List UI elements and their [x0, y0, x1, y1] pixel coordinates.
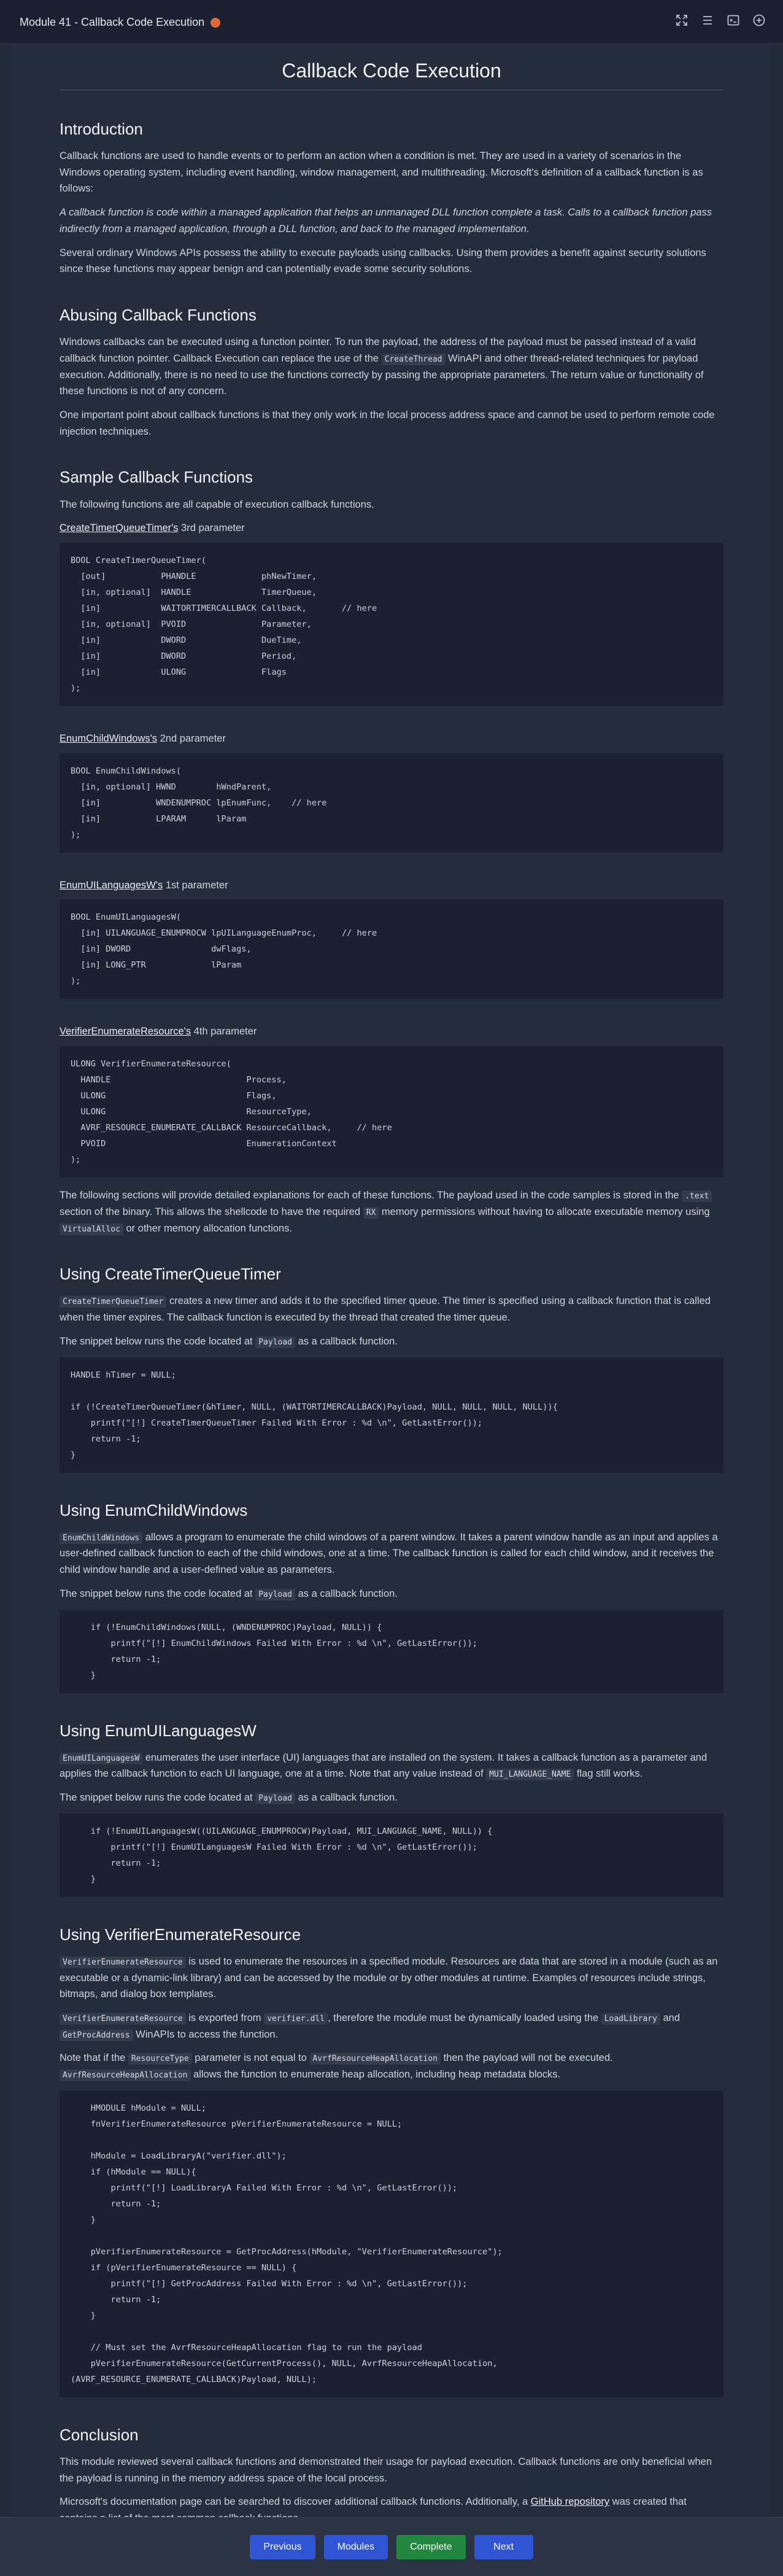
text-span: 4th parameter	[191, 1026, 257, 1038]
top-bar	[0, 0, 783, 44]
ecw-paragraph-2	[60, 1586, 723, 1602]
text-span: allows the function to enumerate heap allocation, including heap metadata blocks.	[190, 2069, 561, 2081]
previous-button[interactable]: Previous	[250, 2535, 315, 2559]
text-span: 2nd parameter	[157, 732, 226, 744]
intro-paragraph-1: Callback functions are used to handle events or to perform an action when a condition is met. They are used in a variety of scenarios in the Windows operating system, including event handling, window management, and multithreading. Microsoft's definition of a callback function is as follows:	[60, 150, 703, 195]
code-block: HANDLE hTimer = NULL; if (!CreateTimerQueueTimer(&hTimer, NULL, (WAITORTIMERCALLBACK)Payload, NULL, NULL, NULL, NULL)){ printf("[!] CreateTimerQueueTimer Failed With Error : %d \n", GetLastError()); return -1; }	[60, 1357, 723, 1473]
doc-link[interactable]: CreateTimerQueueTimer's	[60, 522, 179, 534]
inline-code: Payload	[255, 1589, 295, 1600]
text-span: parameter is not equal to	[191, 2052, 310, 2064]
text-span: as a callback function.	[295, 1335, 398, 1347]
code-block: BOOL EnumUILanguagesW( [in] UILANGUAGE_ENUMPROCW lpUILanguageEnumProc, // here [in] DWORD dwFlags, [in] LONG_PTR lParam );	[60, 899, 723, 999]
sample-item-title	[60, 877, 723, 894]
ver-paragraph-3	[60, 2050, 723, 2082]
intro-quote-text: A callback function is code within a managed application that helps an unmanaged DLL function complete a task. Calls to a callback function pass indirectly from a managed application, through a DLL function, and back to the managed implementation.	[60, 207, 712, 235]
page-title: Callback Code Execution	[60, 52, 723, 90]
section-createtimerqueuetimer	[60, 1261, 723, 1472]
inline-code: MUI_LANGUAGE_NAME	[486, 1769, 574, 1780]
inline-code: LoadLibrary	[601, 2013, 660, 2025]
inline-code: Payload	[255, 1336, 295, 1348]
text-span: , therefore the module must be dynamically loaded using the	[328, 2012, 601, 2024]
ver-paragraph-1	[60, 1953, 723, 2003]
intro-quote	[60, 204, 723, 237]
inline-code: AvrfResourceHeapAllocation	[60, 2070, 191, 2081]
text-span: then the payload will not be executed.	[441, 2052, 613, 2064]
text-span: or other memory allocation functions.	[123, 1222, 293, 1234]
sample-item-title	[60, 731, 723, 747]
eul-paragraph-2	[60, 1790, 723, 1806]
eul-paragraph-1	[60, 1750, 723, 1782]
text-span: as a callback function.	[295, 1588, 398, 1599]
module-title: Module 41 - Callback Code Execution	[20, 16, 205, 28]
code-block: HMODULE hModule = NULL; fnVerifierEnumerateResource pVerifierEnumerateResource = NULL; hModule = LoadLibraryA("verifier.dll"); if (hModule == NULL){ printf("[!] LoadLibraryA Failed With Error : %d \n", GetLastError()); return -1; } pVerifierEnumerateResource = GetProcAddress(hModule, "VerifierEnumerateResource"); if (pVerifierEnumerateResource == NULL) { printf("[!] GetProcAddress Failed With Error : %d \n", GetLastError()); return -1; } // Must set the AvrfResourceHeapAllocation flag to run the payload pVerifierEnumerateResource(GetCurrentProcess(), NULL, AvrfResourceHeapAllocation, (AVRF_RESOURCE_ENUMERATE_CALLBACK)Payload, NULL);	[60, 2090, 723, 2397]
inline-code: AvrfResourceHeapAllocation	[310, 2053, 441, 2065]
text-span: as a callback function.	[295, 1792, 398, 1804]
text-span: 3rd parameter	[178, 522, 245, 534]
inline-code: EnumChildWindows	[60, 1532, 142, 1544]
abusing-paragraph-1	[60, 334, 723, 400]
text-span: is used to enumerate the resources in a specified module. Resources are data that are stored in a module (such as an executable or a dynamic-link library) and can be accessed by the module or by other modules at runtime. Examples of resources include strings, bitmaps, and dialog box templates.	[60, 1955, 718, 2000]
inline-code: GetProcAddress	[60, 2030, 133, 2041]
next-button[interactable]: Next	[474, 2535, 533, 2559]
code-block: BOOL EnumChildWindows( [in, optional] HWND hWndParent, [in] WNDENUMPROC lpEnumFunc, // here [in] LPARAM lParam );	[60, 753, 723, 853]
conclusion-paragraph-1: This module reviewed several callback functions and demonstrated their usage for payload execution. Callback functions are only beneficial when the payload is running in the memory address space of the local process.	[60, 2456, 712, 2484]
section-introduction	[60, 116, 723, 277]
conclusion-heading: Conclusion	[60, 2425, 139, 2444]
abusing-heading: Abusing Callback Functions	[60, 305, 256, 324]
expand-icon[interactable]	[675, 14, 688, 27]
inline-code: VerifierEnumerateResource	[60, 2013, 186, 2025]
section-abusing	[60, 302, 723, 440]
text-span: Note that if the	[60, 2052, 128, 2064]
complete-button[interactable]: Complete	[396, 2535, 465, 2559]
intro-heading: Introduction	[60, 119, 143, 138]
section-samples	[60, 464, 723, 1236]
text-span: The snippet below runs the code located at	[60, 1588, 256, 1599]
text-span: was created that	[612, 2496, 687, 2508]
text-span: flag still works.	[574, 1768, 643, 1780]
text-span: WinAPI and other thread-related techniques for payload execution. Additionally, there is no need to use the functions correctly by passing the appropriate parameters. The return value or functionality of these functions is not of any concern.	[60, 352, 704, 397]
top-icons	[675, 14, 766, 27]
text-span: 1st parameter	[163, 879, 228, 891]
text-span: Windows callbacks can be executed using a function pointer. To run the payload, the address of the payload must be passed instead of a valid callback function pointer. Callback Execution can replace the use of the	[60, 336, 696, 364]
code-block: BOOL CreateTimerQueueTimer( [out] PHANDLE phNewTimer, [in, optional] HANDLE TimerQueue, [in] WAITORTIMERCALLBACK Callback, // here [in, optional] PVOID Parameter, [in] DWORD DueTime, [in] DWORD Period, [in] ULONG Flags );	[60, 543, 723, 706]
samples-heading: Sample Callback Functions	[60, 468, 253, 487]
ver-paragraph-2	[60, 2010, 723, 2043]
inline-code: CreateTimerQueueTimer	[60, 1296, 166, 1308]
text-span: WinAPIs to access the function.	[133, 2028, 279, 2040]
ctqt-paragraph-2	[60, 1333, 723, 1350]
inline-code: ResourceType	[128, 2053, 192, 2065]
bottom-navigation	[0, 2517, 783, 2576]
doc-link[interactable]: EnumUILanguagesW's	[60, 879, 163, 891]
inline-code: RX	[363, 1207, 379, 1219]
text-span: allows a program to enumerate the child windows of a parent window. It takes a parent window handle as an input and applies a user-defined callback function to each of the child windows, one at a time. The callback function is called for each child window, and it receives the child window handle and a user-defined value as parameters.	[60, 1531, 718, 1576]
window-title-area	[20, 14, 220, 31]
intro-paragraph-2: Several ordinary Windows APIs possess the ability to execute payloads using callbacks. Using them provides a benefit against security solutions since these functions may appear benign and can potentially evade some security solutions.	[60, 247, 706, 275]
text-span: memory permissions without having to allocate executable memory using	[379, 1206, 710, 1217]
sample-item-title	[60, 1023, 723, 1040]
inline-code: .text	[682, 1190, 712, 1202]
abusing-paragraph-2: One important point about callback functions is that they only work in the local process address space and cannot be used to perform remote code injection techniques.	[60, 409, 715, 437]
section-verifierenumerateresource	[60, 1922, 723, 2397]
sample-item-title	[60, 520, 723, 537]
inline-code: CreateThread	[382, 354, 446, 365]
code-block: if (!EnumUILanguagesW((UILANGUAGE_ENUMPROCW)Payload, MUI_LANGUAGE_NAME, NULL)) { printf("[!] EnumUILanguagesW Failed With Error : %d \n", GetLastError()); return -1; }	[60, 1814, 723, 1897]
inline-code: VirtualAlloc	[60, 1224, 123, 1235]
text-span: The following sections will provide detailed explanations for each of these functions. The payload used in the code samples is stored in the	[60, 1190, 682, 1201]
text-span: creates a new timer and adds it to the specified timer queue. The timer is specified using a callback function that is called when the timer expires. The callback function is executed by the thread that created the timer queue.	[60, 1295, 711, 1324]
text-span: The snippet below runs the code located at	[60, 1792, 256, 1804]
modules-button[interactable]: Modules	[324, 2535, 388, 2559]
status-dot-icon	[210, 18, 220, 28]
ctqt-heading: Using CreateTimerQueueTimer	[60, 1265, 281, 1284]
inline-code: VerifierEnumerateResource	[60, 1957, 186, 1968]
terminal-icon[interactable]	[727, 14, 740, 27]
section-conclusion	[60, 2422, 723, 2527]
samples-outro	[60, 1187, 723, 1236]
code-block: ULONG VerifierEnumerateResource( HANDLE Process, ULONG Flags, ULONG ResourceType, AVRF_RESOURCE_ENUMERATE_CALLBACK ResourceCallback, // here PVOID EnumerationContext );	[60, 1046, 723, 1177]
text-span: is exported from	[185, 2012, 264, 2024]
ctqt-paragraph-1	[60, 1293, 723, 1325]
text-span: and	[660, 2012, 681, 2024]
github-repository-link[interactable]: GitHub repository	[530, 2496, 610, 2508]
ecw-heading: Using EnumChildWindows	[60, 1500, 248, 1519]
doc-link[interactable]: EnumChildWindows's	[60, 732, 158, 744]
add-circle-icon[interactable]	[752, 14, 766, 27]
ecw-paragraph-1	[60, 1529, 723, 1578]
eul-heading: Using EnumUILanguagesW	[60, 1721, 256, 1740]
doc-link[interactable]: VerifierEnumerateResource's	[60, 1026, 191, 1038]
text-span: enumerates the user interface (UI) languages that are installed on the system. It takes a callback function as a parameter and applies the callback function to each UI language, one at a time. Note that any value instead of	[60, 1752, 708, 1780]
text-span: section of the binary. This allows the shellcode to have the required	[60, 1206, 363, 1217]
inline-code: Payload	[255, 1793, 295, 1804]
code-block: if (!EnumChildWindows(NULL, (WNDENUMPROC)Payload, NULL)) { printf("[!] EnumChildWindows Failed With Error : %d \n", GetLastError()); return -1; }	[60, 1610, 723, 1693]
section-enumchildwindows	[60, 1497, 723, 1693]
inline-code: verifier.dll	[264, 2013, 328, 2025]
module-content	[60, 44, 723, 2527]
text-span: The snippet below runs the code located at	[60, 1335, 256, 1347]
section-enumuilanguagesw	[60, 1718, 723, 1897]
samples-intro: The following functions are all capable of execution callback functions.	[60, 499, 374, 510]
list-icon[interactable]	[701, 14, 714, 27]
text-span: Microsoft's documentation page can be searched to discover additional callback functions. Additionally, a	[60, 2496, 531, 2508]
content-area[interactable]	[12, 44, 771, 2517]
ver-heading: Using VerifierEnumerateResource	[60, 1925, 301, 1944]
inline-code: EnumUILanguagesW	[60, 1753, 142, 1764]
